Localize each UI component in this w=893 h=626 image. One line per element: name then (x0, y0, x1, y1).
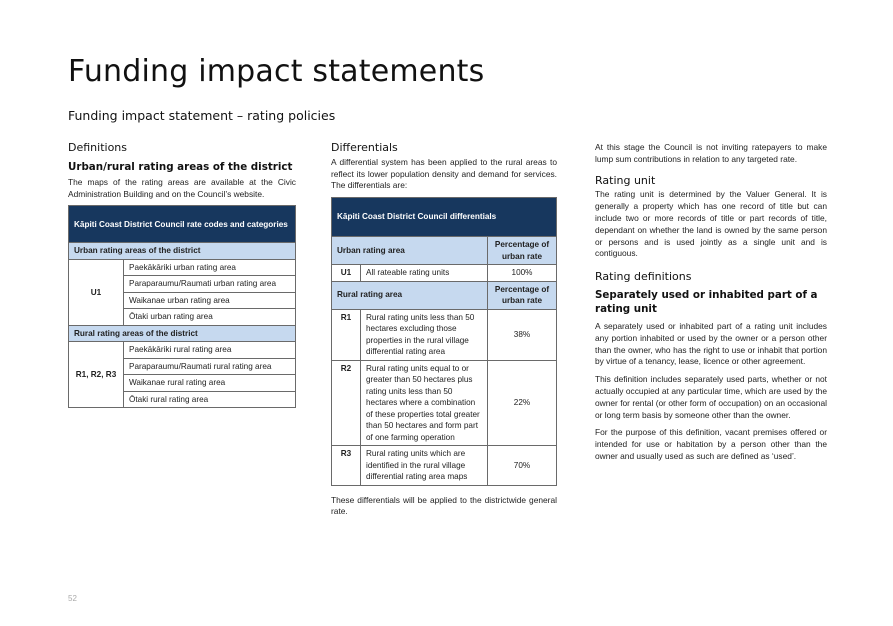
rural-desc-r2: Rural rating units equal to or greater than 50 hectares plus rating units less than 50 hectares where a combination of these properties total greater than 50 hectares and form part of one farming operation (361, 360, 488, 446)
rural-pct-r3: 70% (488, 446, 557, 486)
urban-code: U1 (69, 259, 124, 325)
rating-unit-heading: Rating unit (595, 173, 656, 187)
column-differentials (331, 142, 557, 524)
rural-areas-header: Rural rating areas of the district (69, 325, 296, 342)
table-row: Paraparaumu/Raumati urban rating area (124, 276, 296, 293)
rural-code-r3: R3 (332, 446, 361, 486)
urban-area-header: Urban rating area (332, 237, 488, 265)
page-number: 52 (68, 594, 77, 603)
definition-para-3: For the purpose of this definition, vacant premises offered or intended for use or habitation by a person other than the owner and usually used as such are defined as ‘used’. (595, 427, 827, 461)
rate-codes-table (68, 205, 296, 408)
definition-para-1: A separately used or inhabited part of a rating unit includes any portion inhabited or used by the owner or a person other than the owner, who has the right to use or inhabit that portion by virtue of a tenancy, lease, licence or other agreement. (595, 320, 827, 367)
rural-code: R1, R2, R3 (69, 342, 124, 408)
rural-desc-r1: Rural rating units less than 50 hectares excluding those properties in the rural village differential rating area (361, 309, 488, 360)
differentials-footer: These differentials will be applied to the districtwide general rate. (331, 494, 557, 517)
table-row: Waikanae urban rating area (124, 292, 296, 309)
table-row: Paraparaumu/Raumati rural rating area (124, 358, 296, 375)
column-definitions (68, 142, 296, 408)
definitions-heading: Definitions (68, 141, 127, 154)
urban-areas-header: Urban rating areas of the district (69, 243, 296, 260)
table-row: Paekākāriki rural rating area (124, 342, 296, 359)
rural-code-r1: R1 (332, 309, 361, 360)
table-row: Waikanae rural rating area (124, 375, 296, 392)
rating-unit-text: The rating unit is determined by the Valuer General. It is generally a property which has one record of title but can include two or more records of title or part records of title, dependant on whether the land is owned by the same person or persons and is used jointly as a single unit and is contiguous. (595, 189, 827, 259)
rural-pct-header: Percentage of urban rate (488, 281, 557, 309)
rating-definitions-heading: Rating definitions (595, 270, 692, 284)
table-row: Paekākāriki urban rating area (124, 259, 296, 276)
rural-code-r2: R2 (332, 360, 361, 446)
rate-codes-table-title: Kāpiti Coast District Council rate codes and categories (69, 206, 296, 243)
differentials-table-title: Kāpiti Coast District Council differentials (332, 198, 557, 237)
page-subtitle: Funding impact statement – rating policies (68, 108, 336, 123)
urban-pct-header: Percentage of urban rate (488, 237, 557, 265)
table-row: Ōtaki urban rating area (124, 309, 296, 326)
urban-pct: 100% (488, 265, 557, 282)
differentials-heading: Differentials (331, 141, 398, 154)
column-rating (595, 142, 827, 469)
lump-sum-text: At this stage the Council is not inviting ratepayers to make lump sum contributions in relation to any targeted rate. (595, 142, 827, 164)
rural-pct-r1: 38% (488, 309, 557, 360)
urban-code: U1 (332, 265, 361, 282)
rating-areas-heading: Urban/rural rating areas of the district (68, 160, 293, 173)
rural-pct-r2: 22% (488, 360, 557, 446)
separately-used-heading: Separately used or inhabited part of a rating unit (595, 288, 818, 315)
rating-areas-intro: The maps of the rating areas are available at the Civic Administration Building and on the Council’s website. (68, 176, 296, 199)
urban-desc: All rateable rating units (361, 265, 488, 282)
table-row: Ōtaki rural rating area (124, 391, 296, 408)
page-title: Funding impact statements (68, 54, 485, 89)
differentials-table (331, 197, 557, 486)
rural-area-header: Rural rating area (332, 281, 488, 309)
definition-para-2: This definition includes separately used parts, whether or not actually occupied at any particular time, which are used by the owner for rental (or other form of occupation) on an occasional or long term basis by someone other than the owner. (595, 374, 827, 420)
differentials-intro: A differential system has been applied to the rural areas to reflect its lower population density and demand for services. The differentials are: (331, 156, 557, 191)
rural-desc-r3: Rural rating units which are identified in the rural village differential rating area maps (361, 446, 488, 486)
